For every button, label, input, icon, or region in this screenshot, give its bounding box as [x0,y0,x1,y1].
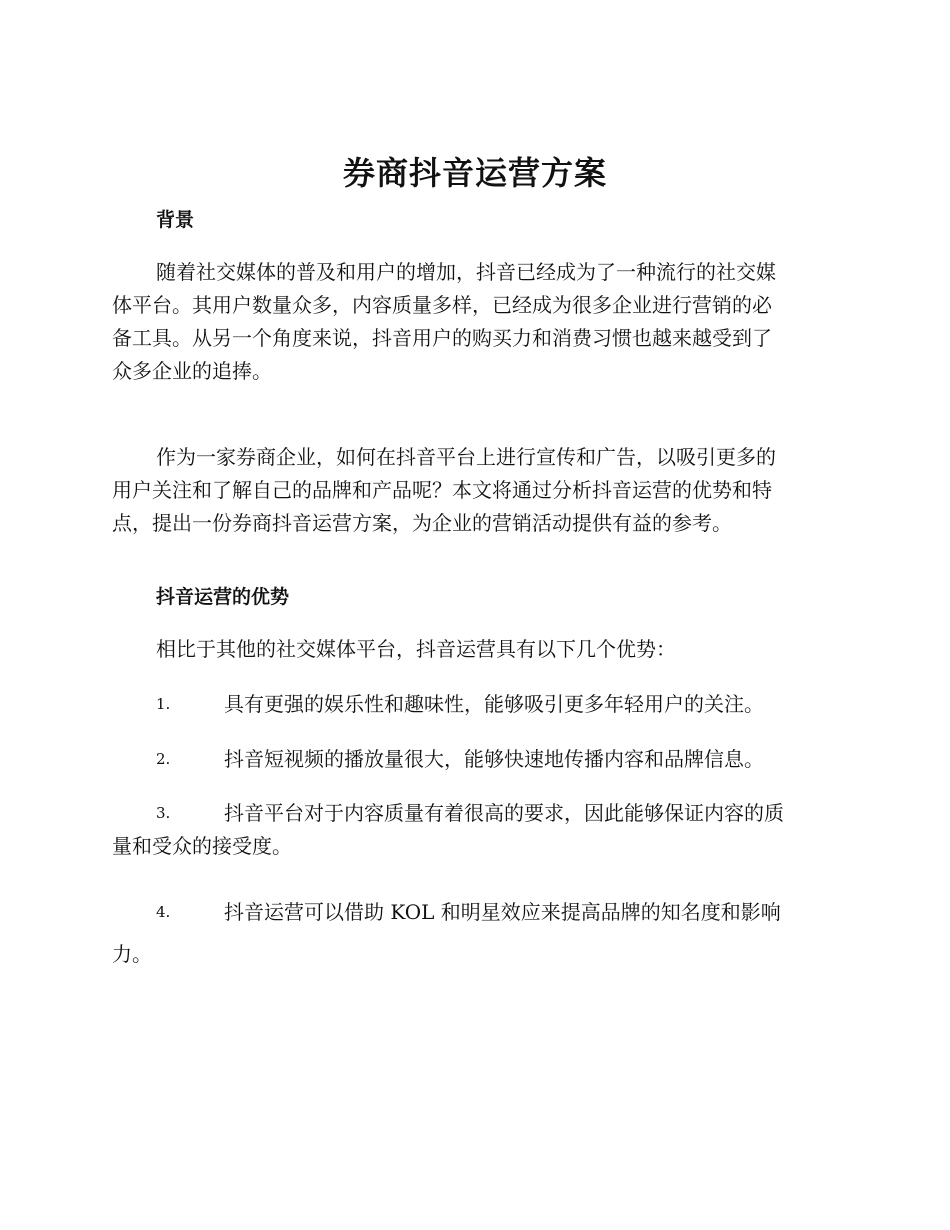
list-item-number: 1. [156,695,171,713]
list-item [112,688,832,721]
list-item [112,896,832,971]
list-item-text: 抖音平台对于内容质量有着很高的要求，因此能够保证内容的质 [224,801,784,825]
paragraph-line: 点，提出一份券商抖音运营方案，为企业的营销活动提供有益的参考。 [112,511,732,535]
paragraph-line: 众多企业的追捧。 [112,359,272,383]
list-item-continuation: 力。 [112,942,152,966]
section-heading-background: 背景 [156,209,195,231]
list-item-continuation: 量和受众的接受度。 [112,834,292,858]
list-item-number: 4. [156,903,171,921]
paragraph-line: 备工具。从另一个角度来说，抖音用户的购买力和消费习惯也越来越受到了 [112,326,772,350]
paragraph-line: 作为一家券商企业，如何在抖音平台上进行宣传和广告，以吸引更多的 [156,445,776,469]
list-item-number: 3. [156,804,171,822]
paragraph-line: 用户关注和了解自己的品牌和产品呢？本文将通过分析抖音运营的优势和特 [112,478,772,502]
advantages-intro: 相比于其他的社交媒体平台，抖音运营具有以下几个优势： [156,637,676,661]
list-item [112,743,832,776]
list-item [112,797,832,863]
paragraph-background-1 [112,256,832,388]
list-item-text: 抖音短视频的播放量很大，能够快速地传播内容和品牌信息。 [224,747,764,771]
paragraph-line: 体平台。其用户数量众多，内容质量多样，已经成为很多企业进行营销的必 [112,293,772,317]
list-item-number: 2. [156,750,171,768]
document-title: 券商抖音运营方案 [342,154,607,192]
paragraph-background-2 [112,441,832,540]
list-item-text: 抖音运营可以借助 KOL 和明星效应来提高品牌的知名度和影响 [224,900,781,924]
paragraph-line: 随着社交媒体的普及和用户的增加，抖音已经成为了一种流行的社交媒 [156,260,776,284]
list-item-text: 具有更强的娱乐性和趣味性，能够吸引更多年轻用户的关注。 [224,692,764,716]
section-heading-advantages: 抖音运营的优势 [156,586,290,608]
